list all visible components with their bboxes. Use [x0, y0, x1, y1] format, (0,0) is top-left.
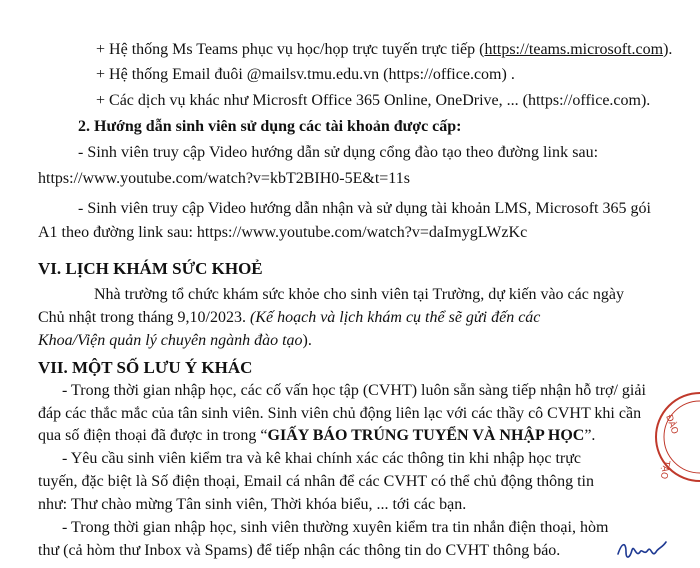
teams-link[interactable]: https://teams.microsoft.com — [484, 41, 664, 58]
s7-p3-line-1: - Trong thời gian nhập học, sinh viên thường xuyên kiểm tra tin nhắn điện thoại, hòm — [62, 519, 609, 536]
svg-text:TẠO: TẠO — [657, 459, 671, 480]
section-2-heading: 2. Hướng dẫn sinh viên sử dụng các tài khoản được cấp: — [78, 118, 462, 135]
s7-p2-line-2: tuyến, đặc biệt là Số điện thoại, Email cá nhân để các CVHT có thể chủ động thông tin — [38, 473, 594, 490]
s7-p1-line-2: đáp các thắc mắc của tân sinh viên. Sinh viên chủ động liên lạc với các thầy cô CVHT khi cần — [38, 405, 642, 422]
s7-p3-line-2: thư (cả hòm thư Inbox và Spams) để tiếp nhận các thông tin do CVHT thông báo. — [38, 542, 561, 559]
bullet-office: + Các dịch vụ khác như Microsft Office 365 Online, OneDrive, ... (https://office.com). — [96, 92, 651, 109]
video2-line-1: - Sinh viên truy cập Video hướng dẫn nhận và sử dụng tài khoản LMS, Microsoft 365 gói — [78, 200, 651, 217]
s7-p2-line-3: như: Thư chào mừng Tân sinh viên, Thời khóa biểu, ... tới các bạn. — [38, 496, 467, 513]
bullet-email: + Hệ thống Email đuôi @mailsv.tmu.edu.vn (https://office.com) . — [96, 66, 515, 83]
s7-p1-line-1: - Trong thời gian nhập học, các cố vấn học tập (CVHT) luôn sẵn sàng tiếp nhận hỗ trợ/ giải — [62, 382, 646, 399]
svg-text:ĐÀO: ĐÀO — [663, 413, 680, 436]
video2-line-2: A1 theo đường link sau: https://www.youtube.com/watch?v=daImygLWzKc — [38, 224, 528, 241]
s7-p1-line-3: qua số điện thoại đã được in trong “GIẤY BÁO TRÚNG TUYỂN VÀ NHẬP HỌC”. — [38, 427, 596, 444]
stamp-mark — [652, 382, 700, 492]
signature-mark — [614, 538, 670, 564]
video1-line-1: - Sinh viên truy cập Video hướng dẫn sử dụng cổng đào tạo theo đường link sau: — [78, 144, 599, 161]
s6-line-3: Khoa/Viện quản lý chuyên ngành đào tạo). — [38, 332, 312, 349]
s6-line-1: Nhà trường tổ chức khám sức khỏe cho sinh viên tại Trường, dự kiến vào các ngày — [94, 286, 624, 303]
bullet-ms-teams: + Hệ thống Ms Teams phục vụ học/họp trực tuyến trực tiếp (https://teams.microsoft.com). — [96, 41, 673, 58]
s6-line-2: Chủ nhật trong tháng 9,10/2023. (Kế hoạch và lịch khám cụ thể sẽ gửi đến các — [38, 309, 541, 326]
section-6-heading: VI. LỊCH KHÁM SỨC KHOẺ — [38, 259, 263, 278]
section-7-heading: VII. MỘT SỐ LƯU Ý KHÁC — [38, 358, 253, 377]
s7-p2-line-1: - Yêu cầu sinh viên kiểm tra và kê khai chính xác các thông tin khi nhập học trực — [62, 450, 582, 467]
video1-link-line[interactable]: https://www.youtube.com/watch?v=kbT2BIH0-5E&t=11s — [38, 170, 410, 187]
